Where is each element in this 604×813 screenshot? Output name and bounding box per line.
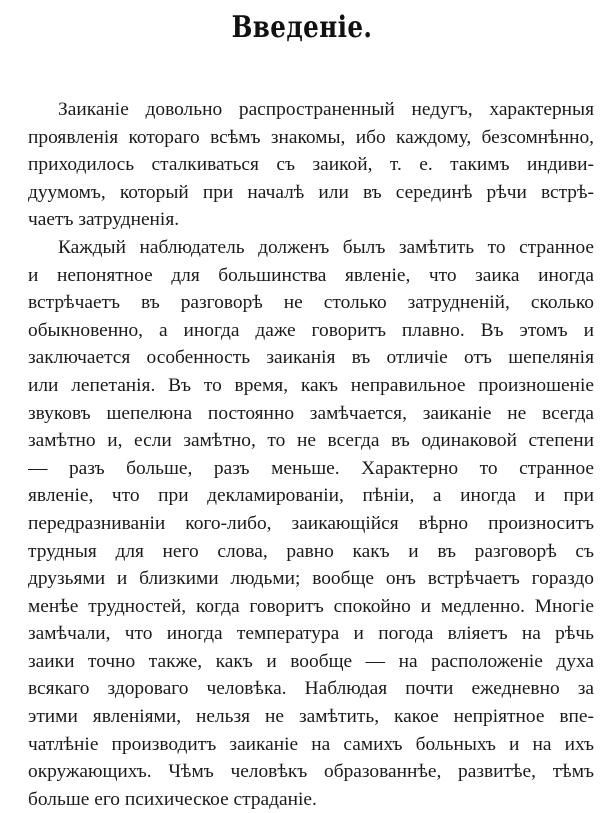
text-line: друзьями и близкими людьми; вообще онъ встрѣчаетъ гораздо: [28, 568, 594, 590]
text-line: чаетъ затрудненія.: [28, 209, 180, 231]
page-title: Введеніе.: [231, 10, 373, 45]
text-line: встрѣчаетъ въ разговорѣ не столько затрудненій, сколько: [28, 292, 594, 314]
text-line: явленіе, что при декламированіи, пѣніи, а иногда и при: [28, 485, 594, 507]
text-line: или лепетанія. Въ то время, какъ неправильное произношеніе: [28, 374, 594, 396]
text-line: дуумомъ, который при началѣ или въ серединѣ рѣчи встрѣ-: [28, 181, 594, 203]
text-line: замѣчали, что иногда температура и погода вліяетъ на рѣчь: [28, 623, 594, 645]
text-line: окружающихъ. Чѣмъ человѣкъ образованнѣе, развитѣе, тѣмъ: [28, 761, 594, 783]
text-line: Каждый наблюдатель долженъ былъ замѣтить то странное: [58, 236, 594, 258]
text-line: чатлѣніе производитъ заиканіе на самихъ больныхъ и на ихъ: [28, 733, 594, 755]
text-line: больше его психическое страданіе.: [28, 788, 317, 810]
text-line: заики точно также, какъ и вообще — на расположеніе духа: [28, 650, 594, 672]
text-line: Заиканіе довольно распространенный недугъ, характерныя: [58, 99, 594, 120]
paragraph-1: [28, 96, 594, 234]
text-line: менѣе трудностей, когда говоритъ спокойно и медленно. Многіе: [28, 595, 594, 617]
text-line: — разъ больше, разъ меньше. Характерно то странное: [28, 457, 594, 479]
text-line: звуковъ шепелюна постоянно замѣчается, заиканіе не всегда: [28, 402, 594, 424]
text-line: обыкновенно, а иногда даже говоритъ плавно. Въ этомъ и: [28, 319, 594, 341]
text-line: замѣтно и, если замѣтно, то не всегда въ одинаковой степени: [28, 430, 594, 452]
text-line: заключается особенность заиканія въ отличіе отъ шепелянія: [28, 347, 594, 369]
text-line: проявленія котораго всѣмъ знакомы, ибо каждому, безсомнѣнно,: [28, 126, 594, 148]
text-line: всякаго здороваго человѣка. Наблюдая почти ежедневно за: [28, 678, 594, 700]
paragraph-2: [28, 234, 594, 813]
text-line: этими явленіями, нельзя не замѣтить, какое непріятное впе-: [28, 706, 594, 728]
body-text: [28, 96, 594, 813]
text-line: передразниваніи кого-либо, заикающійся вѣрно произноситъ: [28, 512, 594, 534]
text-line: трудныя для него слова, равно какъ и въ разговорѣ съ: [28, 540, 594, 562]
text-line: приходилось сталкиваться съ заикой, т. е. такимъ индиви-: [28, 154, 594, 176]
text-line: и непонятное для большинства явленіе, что заика иногда: [28, 264, 594, 286]
